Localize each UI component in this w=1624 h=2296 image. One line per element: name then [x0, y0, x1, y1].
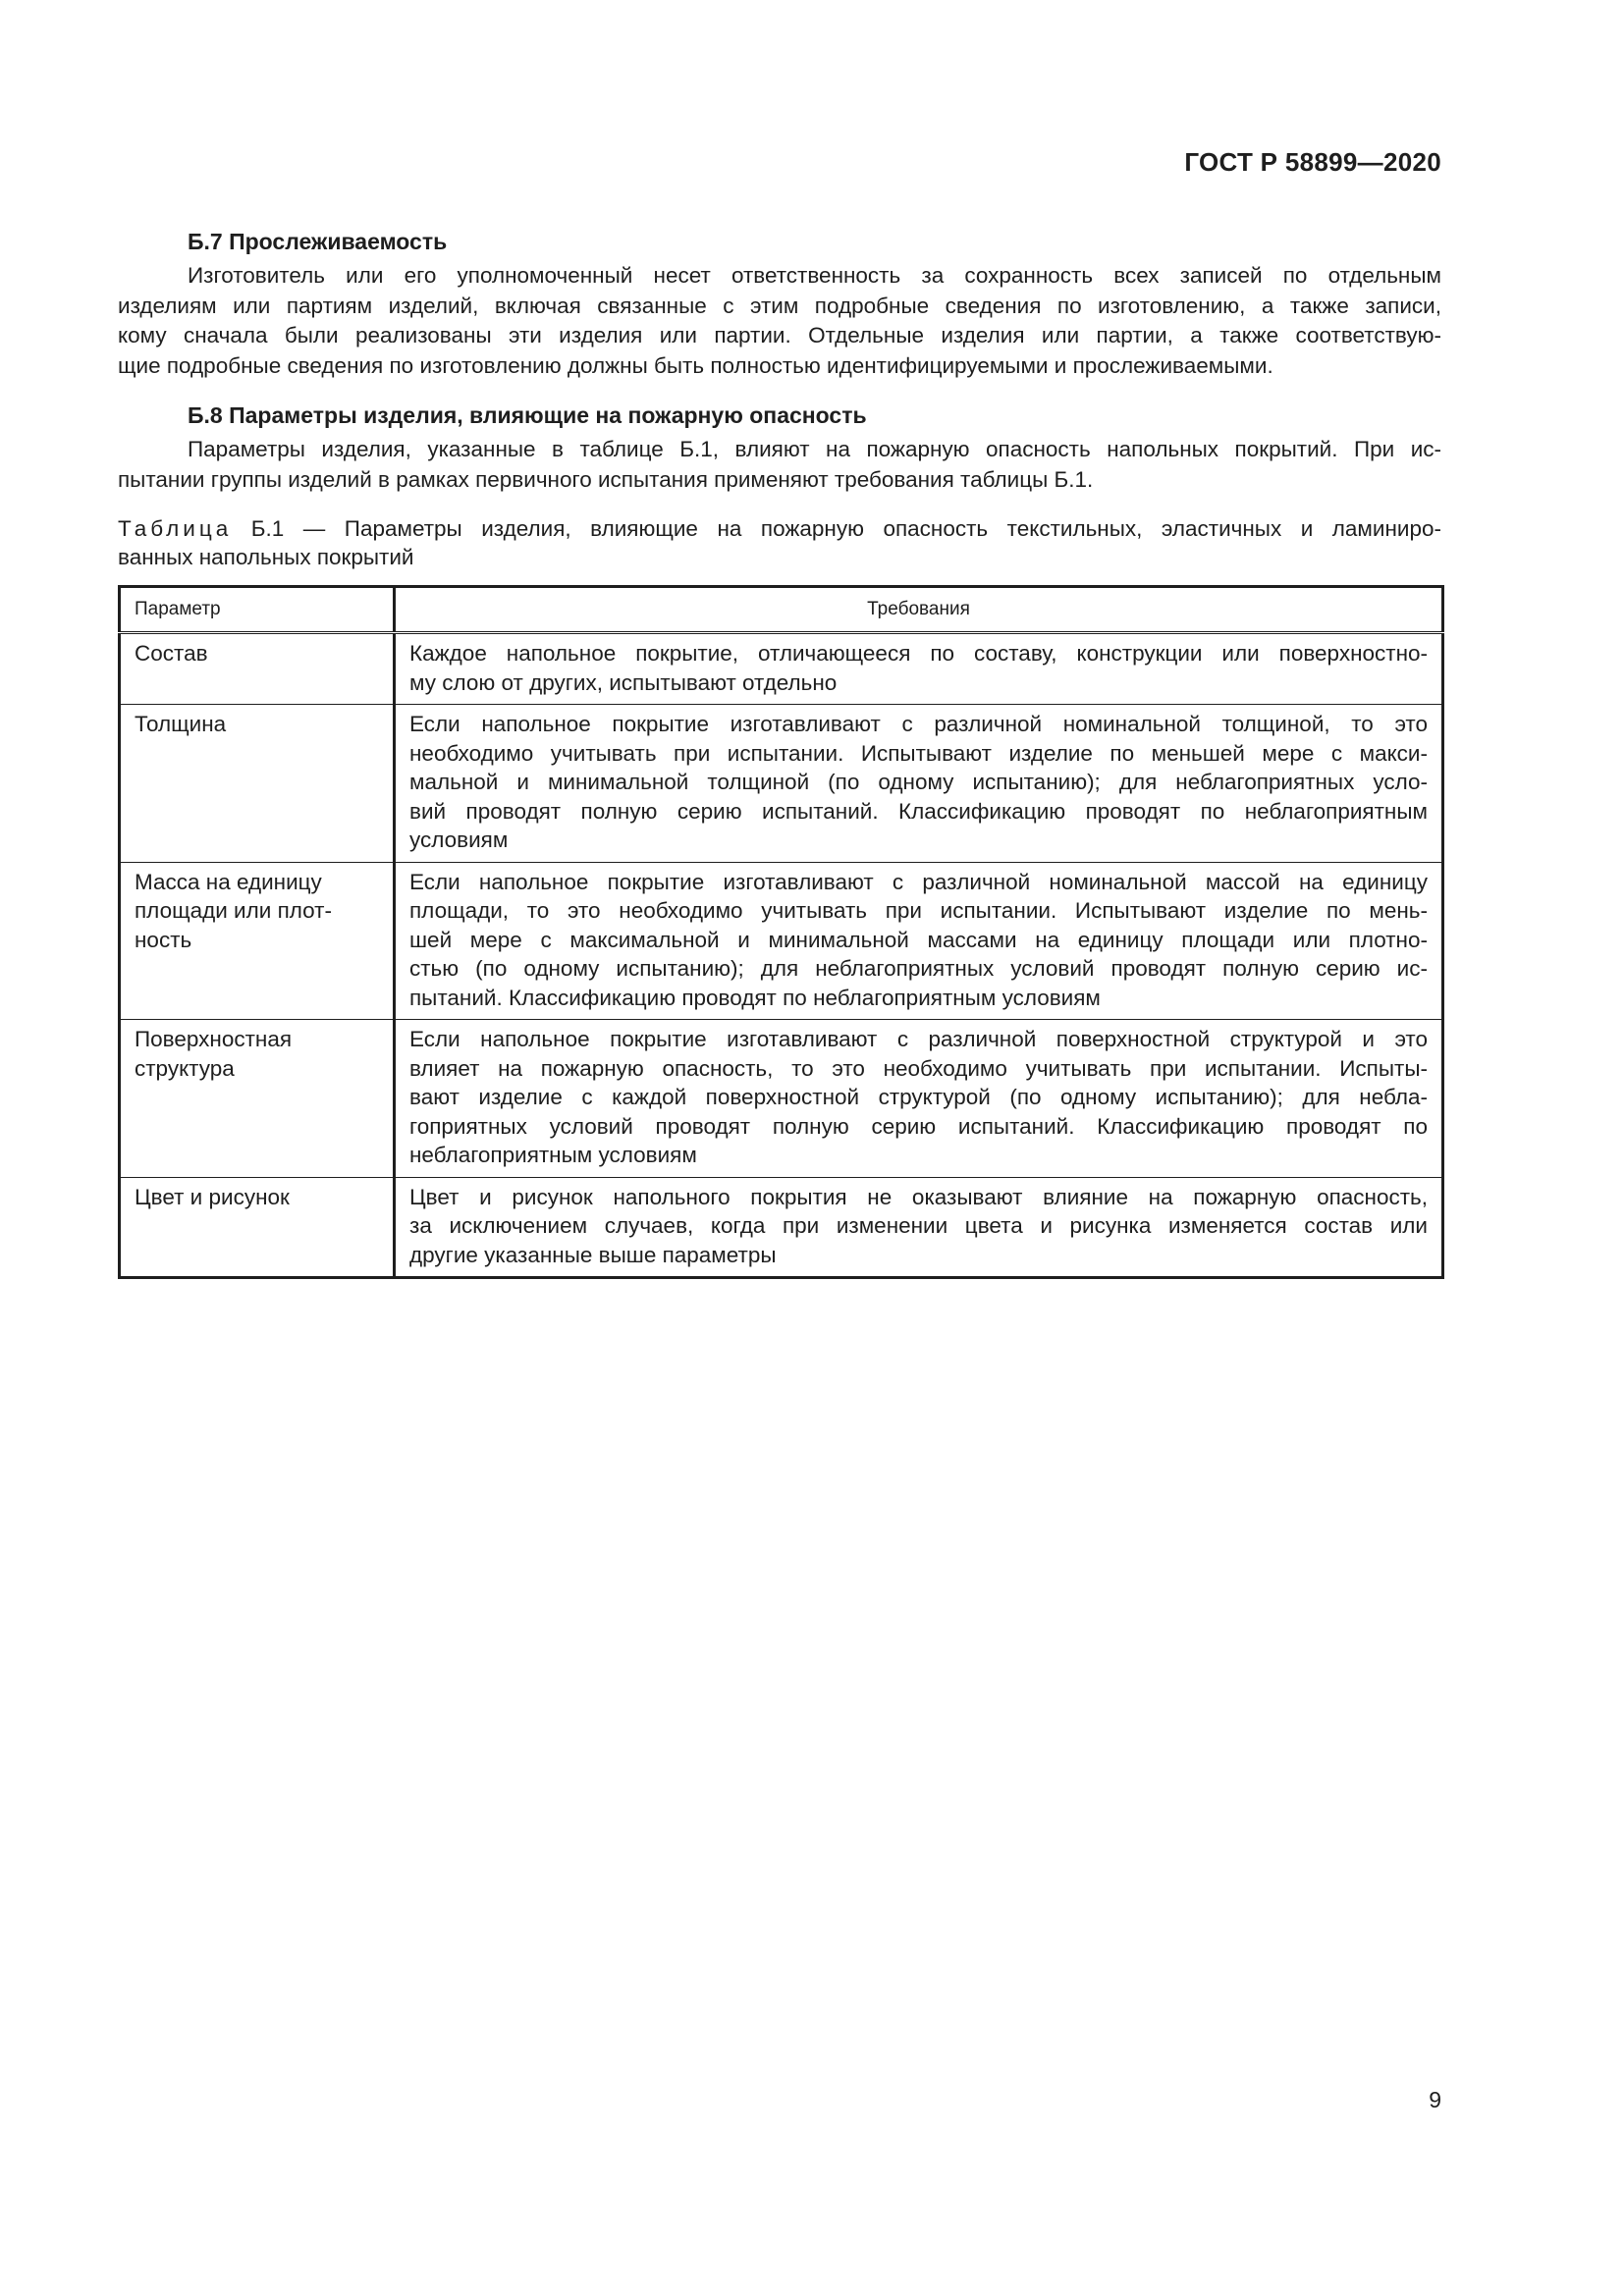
paragraph-line: изделиям или партиям изделий, включая связанные с этим подробные сведения по изготовлению, а также записи, [118, 293, 1441, 318]
parameter-cell [120, 1020, 395, 1178]
paragraph-line: щие подробные сведения по изготовлению должны быть полностью идентифицируемыми и прослеживаемыми. [118, 352, 1273, 378]
requirements-line: пытаний. Классификацию проводят по неблагоприятным условиям [409, 985, 1101, 1010]
table-row [120, 705, 1443, 863]
section-b7-paragraph [118, 261, 1441, 381]
table-row [120, 1020, 1443, 1178]
parameter-line: Поверхностная [135, 1027, 293, 1051]
requirements-line: условиям [409, 828, 509, 852]
parameter-cell [120, 705, 395, 863]
paragraph-line: Параметры изделия, указанные в таблице Б.1, влияют на пожарную опасность напольных покрытий. При ис- [188, 437, 1441, 461]
table-header-row [120, 587, 1443, 633]
section-b8-heading: Б.8 Параметры изделия, влияющие на пожарную опасность [188, 402, 867, 428]
requirements-line: вий проводят полную серию испытаний. Классификацию проводят по неблагоприятным [409, 798, 1428, 824]
requirements-line: стью (по одному испытанию); для неблагоприятных условий проводят полную серию ис- [409, 956, 1428, 981]
requirements-cell [395, 1020, 1443, 1178]
parameter-line: площади или плот- [135, 898, 332, 923]
paragraph-line: Изготовитель или его уполномоченный несет ответственность за сохранность всех записей по отдельным [188, 263, 1441, 288]
requirements-line: Если напольное покрытие изготавливают с различной поверхностной структурой и это [409, 1027, 1428, 1051]
requirements-line: вают изделие с каждой поверхностной структурой (по одному испытанию); для небла- [409, 1085, 1428, 1109]
standard-code-header: ГОСТ Р 58899—2020 [1184, 147, 1441, 177]
requirements-line: за исключением случаев, когда при изменении цвета и рисунка изменяется состав или [409, 1213, 1428, 1238]
requirements-line: му слою от других, испытывают отдельно [409, 669, 838, 695]
table-caption-line [118, 514, 1441, 543]
table-row [120, 1177, 1443, 1278]
parameter-line: Масса на единицу [135, 869, 322, 894]
parameter-cell [120, 1177, 395, 1278]
page-number: 9 [1429, 2087, 1441, 2112]
requirements-cell [395, 633, 1443, 705]
table-caption [118, 514, 1441, 571]
requirements-cell [395, 1177, 1443, 1278]
requirements-line: Если напольное покрытие изготавливают с различной номинальной массой на единицу [409, 869, 1428, 894]
parameter-line: Цвет и рисунок [135, 1184, 290, 1209]
parameter-line: структура [135, 1055, 235, 1081]
section-b8-paragraph [118, 435, 1441, 495]
paragraph-line: кому сначала были реализованы эти изделия или партии. Отдельные изделия или партии, а также соответствую- [118, 323, 1441, 347]
requirements-line: Каждое напольное покрытие, отличающееся по составу, конструкции или поверхностно- [409, 641, 1428, 666]
table-row [120, 633, 1443, 705]
requirements-line: другие указанные выше параметры [409, 1242, 777, 1267]
parameter-line: Толщина [135, 712, 227, 736]
requirements-line: шей мере с максимальной и минимальной массами на единицу площади или плотно- [409, 927, 1428, 952]
requirements-line: Цвет и рисунок напольного покрытия не оказывают влияние на пожарную опасность, [409, 1184, 1428, 1209]
requirements-line: площади, то это необходимо учитывать при испытании. Испытывают изделие по мень- [409, 898, 1428, 923]
parameter-cell [120, 862, 395, 1020]
requirements-line: необходимо учитывать при испытании. Испытывают изделие по меньшей мере с макси- [409, 740, 1428, 766]
page-content [118, 226, 1441, 1279]
requirements-line: влияет на пожарную опасность, то это необходимо учитывать при испытании. Испыты- [409, 1055, 1428, 1081]
requirements-cell [395, 862, 1443, 1020]
requirements-line: мальной и минимальной толщиной (по одному испытанию); для неблагоприятных усло- [409, 770, 1428, 794]
table-caption-label: Таблица [118, 516, 233, 541]
table-row [120, 862, 1443, 1020]
parameter-cell [120, 633, 395, 705]
paragraph-line: пытании группы изделий в рамках первичного испытания применяют требования таблицы Б.1. [118, 466, 1094, 492]
parameter-line: Состав [135, 641, 208, 666]
header-parameter: Параметр [120, 587, 395, 633]
section-b7-heading: Б.7 Прослеживаемость [188, 229, 448, 254]
requirements-cell [395, 705, 1443, 863]
table-caption-line: ванных напольных покрытий [118, 545, 414, 569]
requirements-line: гоприятных условий проводят полную серию испытаний. Классификацию проводят по [409, 1113, 1428, 1139]
parameters-table [118, 585, 1444, 1279]
table-body [120, 633, 1443, 1278]
parameter-line: ность [135, 927, 192, 952]
requirements-line: Если напольное покрытие изготавливают с различной номинальной толщиной, то это [409, 712, 1428, 736]
table-caption-title: Б.1 — Параметры изделия, влияющие на пожарную опасность текстильных, эластичных и ламиниро- [250, 516, 1441, 541]
header-requirements: Требования [395, 587, 1443, 633]
requirements-line: неблагоприятным условиям [409, 1143, 697, 1167]
